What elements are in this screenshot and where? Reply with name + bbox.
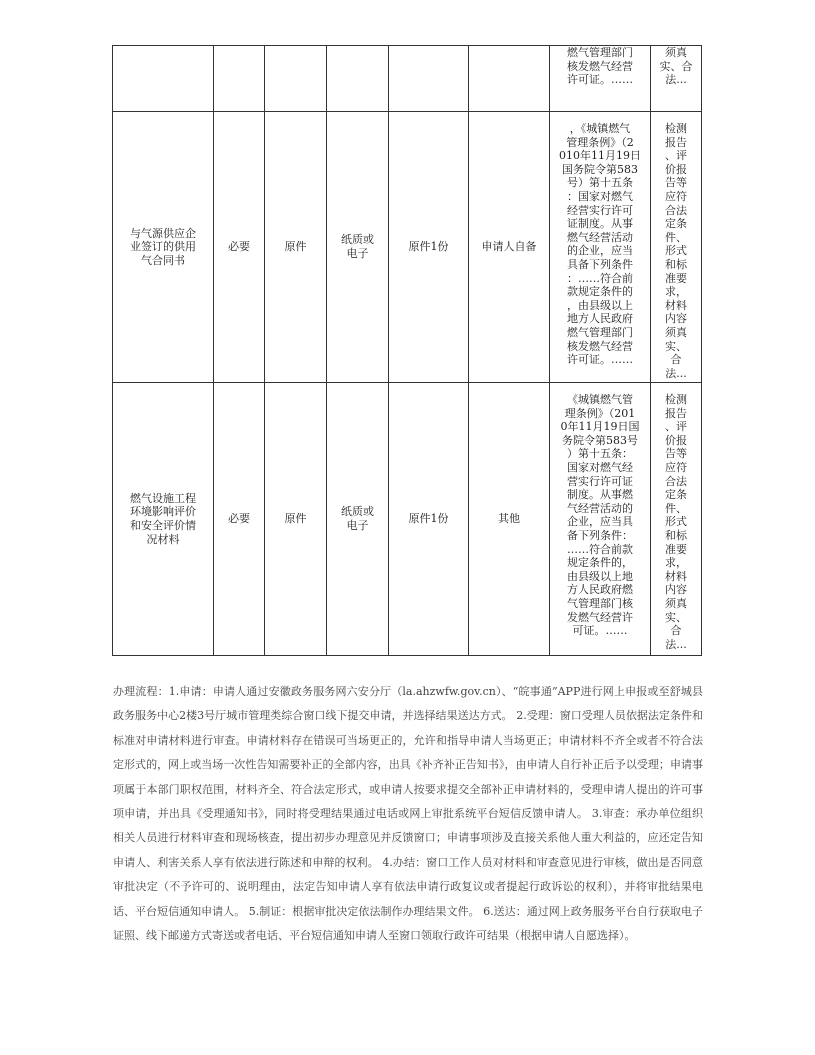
necessity-cell: 必要 [214, 383, 265, 656]
medium-cell [327, 46, 389, 112]
table-row [113, 112, 702, 383]
quantity-cell [389, 46, 469, 112]
table-row [113, 46, 702, 112]
requirement-cell: 检测 报告 、评 价报 告等 应符 合法 定条 件、 形式 和标 准要 求， 材料 内容 须真 实、 合 法... [651, 383, 702, 656]
quantity-cell: 原件1份 [389, 112, 469, 383]
materials-table [112, 45, 702, 656]
source-cell: 其他 [469, 383, 550, 656]
material-name-cell [113, 46, 214, 112]
quantity-cell: 原件1份 [389, 383, 469, 656]
legal-basis-cell: ，《城镇燃气 管理条例》（2 010年11月19日 国务院令第583 号）第十五条 ：国家对燃气 经营实行许可 证制度。从事 燃气经营活动 的企业，应当 具备下列条件 ：……符合前 款规定条件的 ，由县级以上 地方人民政府 燃气管理部门 核发燃气经营 许可证。…… [550, 112, 651, 383]
source-cell: 申请人自备 [469, 112, 550, 383]
medium-cell: 纸质或 电子 [327, 112, 389, 383]
legal-basis-cell: 《城镇燃气管 理条例》（201 0年11月19日国 务院令第583号 ）第十五条： 国家对燃气经 营实行许可证 制度。从事燃 气经营活动的 企业，应当具 备下列条件： ……符合前款 规定条件的， 由县级以上地 方人民政府燃 气管理部门核 发燃气经营许 可证。…… [550, 383, 651, 656]
source-cell [469, 46, 550, 112]
process-description: 办理流程：1.申请：申请人通过安徽政务服务网六安分厅（la.ahzwfw.gov.cn）、“皖事通”APP进行网上申报或至舒城县政务服务中心2楼3号厅城市管理类综合窗口线下提交申请，并选择结果送达方式。 2.受理：窗口受理人员依据法定条件和标准对申请材料进行审查。申请材料存在错误可当场更正的，允许和指导申请人当场更正；申请材料不齐全或者不符合法定形式的，网上或当场一次性告知需要补正的全部内容，出具《补齐补正告知书》，由申请人自行补正后予以受理；申请事项属于本部门职权范围，材料齐全、符合法定形式，或申请人按要求提交全部补正申请材料的，受理申请人提出的许可事项申请，并出具《受理通知书》，同时将受理结果通过电话或网上审批系统平台短信反馈申请人。 3.审查：承办单位组织相关人员进行材料审查和现场核查，提出初步办理意见并反馈窗口；申请事项涉及直接关系他人重大利益的，应还定告知申请人、利害关系人享有依法进行陈述和申辩的权利。 4.办结：窗口工作人员对材料和审查意见进行审核，做出是否同意审批决定（不予许可的、说明理由，法定告知申请人享有依法申请行政复议或者提起行政诉讼的权利），并将审批结果电话、平台短信通知申请人。 5.制证：根据审批决定依法制作办理结果文件。 6.送达：通过网上政务服务平台自行获取电子证照、线下邮递方式寄送或者电话、平台短信通知申请人至窗口领取行政许可结果（根据申请人自愿选择）。 [113, 685, 703, 943]
necessity-cell: 必要 [214, 112, 265, 383]
requirement-cell: 检测 报告 、评 价报 告等 应符 合法 定条 件、 形式 和标 准要 求， 材料 内容 须真 实、 合 法... [651, 112, 702, 383]
necessity-cell [214, 46, 265, 112]
material-name-cell: 与气源供应企 业签订的供用 气合同书 [113, 112, 214, 383]
legal-basis-cell: 燃气管理部门 核发燃气经营 许可证。…… [550, 46, 651, 112]
material-name-cell: 燃气设施工程 环境影响评价 和安全评价情 况材料 [113, 383, 214, 656]
table-row [113, 383, 702, 656]
requirement-cell: 须真 实、合 法... [651, 46, 702, 112]
medium-cell: 纸质或 电子 [327, 383, 389, 656]
form-cell: 原件 [265, 112, 327, 383]
form-cell [265, 46, 327, 112]
form-cell: 原件 [265, 383, 327, 656]
